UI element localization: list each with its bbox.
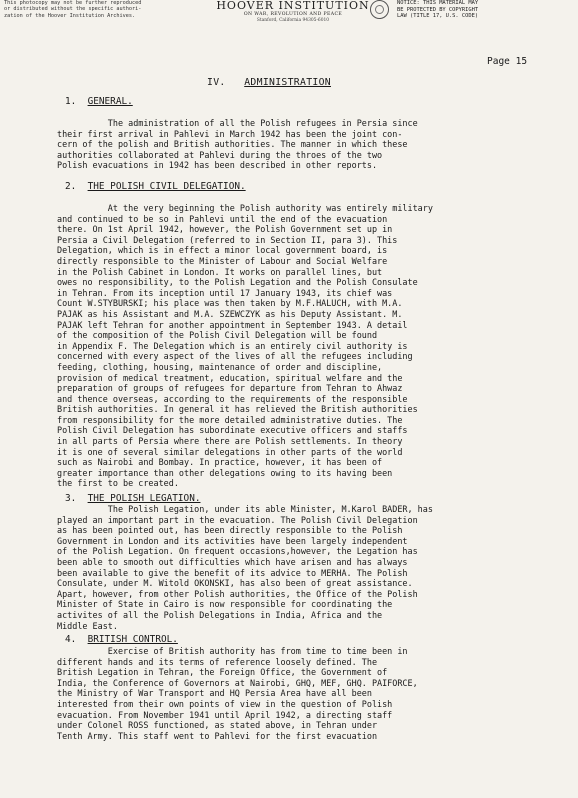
paragraph-line: Minister of State in Cairo is now responsible for coordinating the (57, 599, 393, 610)
paragraph-line: Delegation, which is in effect a minor local government board, is (57, 245, 388, 256)
paragraph-line: Government in London and its activities have been largely independent (57, 535, 408, 546)
paragraph-line: The Polish Legation, under its able Minister, M.Karol BADER, has (57, 504, 433, 514)
paragraph-line: Count W.STYBURSKI; his place was then taken by M.F.HALUCH, with M.A. (57, 298, 403, 309)
paragraph-line: of the composition of the Polish Civil Delegation will be found (57, 330, 378, 341)
paragraph-line: preparation of groups of refugees for departure from Tehran to Ahwaz (57, 383, 403, 394)
paragraph-line: been able to smooth out difficulties which have arisen and has always (57, 556, 408, 567)
paragraph-line: Exercise of British authority has from time to time been in (57, 646, 408, 656)
paragraph-line: greater importance than other delegations owing to its having been (57, 467, 393, 478)
paragraph-line: their first arrival in Pahlevi in March 1942 has been the joint con- (57, 128, 403, 139)
reproduction-notice-line: This photocopy may not be further reproduced (4, 0, 142, 6)
paragraph-line: Consulate, under M. Witold OKONSKI, has also been of great assistance. (57, 578, 413, 589)
paragraph-line: it is one of several similar delegations in other parts of the world (57, 446, 403, 457)
institution-subtitle: ON WAR, REVOLUTION AND PEACE (243, 12, 343, 17)
section-number: 1. (65, 96, 77, 107)
section-number: 2. (65, 181, 77, 192)
paragraph-line: feeding, clothing, housing, maintenance of order and discipline, (57, 361, 383, 372)
paragraph-line: At the very beginning the Polish authority was entirely military (57, 203, 433, 213)
institution-address: Stanford, California 94305-6010 (256, 18, 330, 23)
paragraph-line: owes no responsibility, to the Polish Legation and the Polish Consulate (57, 277, 418, 288)
paragraph-line: Tenth Army. This staff went to Pahlevi for the first evacuation (57, 730, 378, 741)
section-paragraph (57, 118, 525, 171)
paragraph-line: in Appendix F. The Delegation which is an entirely civil authority is (57, 340, 408, 351)
paragraph-line: the Ministry of War Transport and HQ Persia Area have all been (57, 688, 372, 699)
paragraph-line: concerned with every aspect of the lives of all the refugees including (57, 351, 413, 362)
copyright-notice (397, 0, 537, 20)
paragraph-line: activites of all the Polish Delegations in India, Africa and the (57, 609, 383, 620)
paragraph-line: PAJAK left Tehran for another appointment in September 1943. A detail (57, 319, 408, 330)
paragraph-line: and continued to be so in Pahlevi until the end of the evacuation (57, 213, 388, 224)
paragraph-line: different hands and its terms of reference loosely defined. The (57, 656, 378, 667)
section-paragraph (57, 203, 525, 489)
section-title: THE POLISH LEGATION. (87, 493, 201, 504)
section-heading (65, 634, 178, 645)
paragraph-line: The administration of all the Polish refugees in Persia since (57, 118, 418, 128)
copyright-notice-line: NOTICE: THIS MATERIAL MAY (397, 0, 479, 6)
institution-header (208, 0, 378, 24)
section-paragraph (57, 504, 525, 631)
paragraph-line: PAJAK as his Assistant and M.A. SZEWCZYK as his Deputy Assistant. M. (57, 308, 403, 319)
paragraph-line: from responsibility for the more detailed administrative duties. The (57, 414, 403, 425)
paragraph-line: Persia a Civil Delegation (referred to in Section II, para 3). This (57, 234, 398, 245)
paragraph-line: Polish evacuations in 1942 has been described in other reports. (57, 160, 378, 171)
paragraph-line: Polish Civil Delegation has subordinate executive officers and staffs (57, 425, 408, 436)
paragraph-line: authorities collaborated at Pahlevi during the throes of the two (57, 149, 383, 160)
reproduction-notice-line: or distributed without the specific authori- (4, 6, 142, 13)
section-title: BRITISH CONTROL. (87, 634, 178, 645)
paragraph-line: played an important part in the evacuation. The Polish Civil Delegation (57, 514, 418, 525)
reproduction-notice-line: zation of the Hoover Institution Archives. (4, 12, 136, 19)
section-title: THE POLISH CIVIL DELEGATION. (87, 181, 246, 192)
paragraph-line: there. On 1st April 1942, however, the Polish Government set up in (57, 224, 393, 235)
institution-name: HOOVER INSTITUTION (216, 0, 370, 12)
section-heading (65, 493, 200, 504)
paragraph-line: provision of medical treatment, education, spiritual welfare and the (57, 372, 403, 383)
paragraph-line: in the Polish Cabinet in London. It works on parallel lines, but (57, 266, 383, 277)
paragraph-line: Middle East. (57, 620, 118, 631)
paragraph-line: British Legation in Tehran, the Foreign Office, the Government of (57, 667, 388, 678)
paragraph-line: interested from their own points of view in the question of Polish (57, 698, 393, 709)
paragraph-line: Apart, however, from other Polish authorities, the Office of the Polish (57, 588, 418, 599)
section-paragraph (57, 646, 525, 741)
chapter-number: IV. (207, 77, 226, 88)
copyright-notice-line: BE PROTECTED BY COPYRIGHT (397, 6, 479, 13)
paragraph-line: the first to be created. (57, 478, 179, 489)
paragraph-line: of the Polish Legation. On frequent occasions,however, the Legation has (57, 546, 418, 557)
paragraph-line: cern of the polish and British authorities. The manner in which these (57, 139, 408, 150)
paragraph-line: directly responsible to the Minister of Labour and Social Welfare (57, 255, 388, 266)
page-number: Page 15 (487, 56, 528, 67)
paragraph-line: evacuation. From November 1941 until April 1942, a directing staff (57, 709, 393, 720)
copyright-notice-line: LAW (TITLE 17, U.S. CODE) (397, 13, 479, 20)
section-number: 4. (65, 634, 77, 645)
paragraph-line: India, the Conference of Governors at Nairobi, GHQ, MEF, GHQ. PAIFORCE, (57, 677, 418, 688)
seal-icon (370, 0, 389, 19)
paragraph-line: in Tehran. From its inception until 17 January 1943, its chief was (57, 287, 393, 298)
paragraph-line: and thence overseas, according to the requirements of the responsible (57, 393, 408, 404)
paragraph-line: British authorities. In general it has relieved the British authorities (57, 404, 418, 415)
section-number: 3. (65, 493, 77, 504)
paragraph-line: in all parts of Persia where there are Polish settlements. In theory (57, 436, 403, 447)
paragraph-line: been available to give the benefit of its advice to MERHA. The Polish (57, 567, 408, 578)
paragraph-line: such as Nairobi and Bombay. In practice, however, it has been of (57, 457, 383, 468)
section-heading (65, 96, 133, 107)
paragraph-line: as has been pointed out, has been directly responsible to the Polish (57, 525, 403, 536)
reproduction-notice (4, 0, 194, 19)
chapter-title (207, 77, 331, 88)
paragraph-line: under Colonel ROSS functioned, as stated above, in Tehran under (57, 720, 378, 731)
section-heading (65, 181, 246, 192)
section-title: GENERAL. (87, 96, 133, 107)
chapter-title-text: ADMINISTRATION (244, 77, 331, 88)
